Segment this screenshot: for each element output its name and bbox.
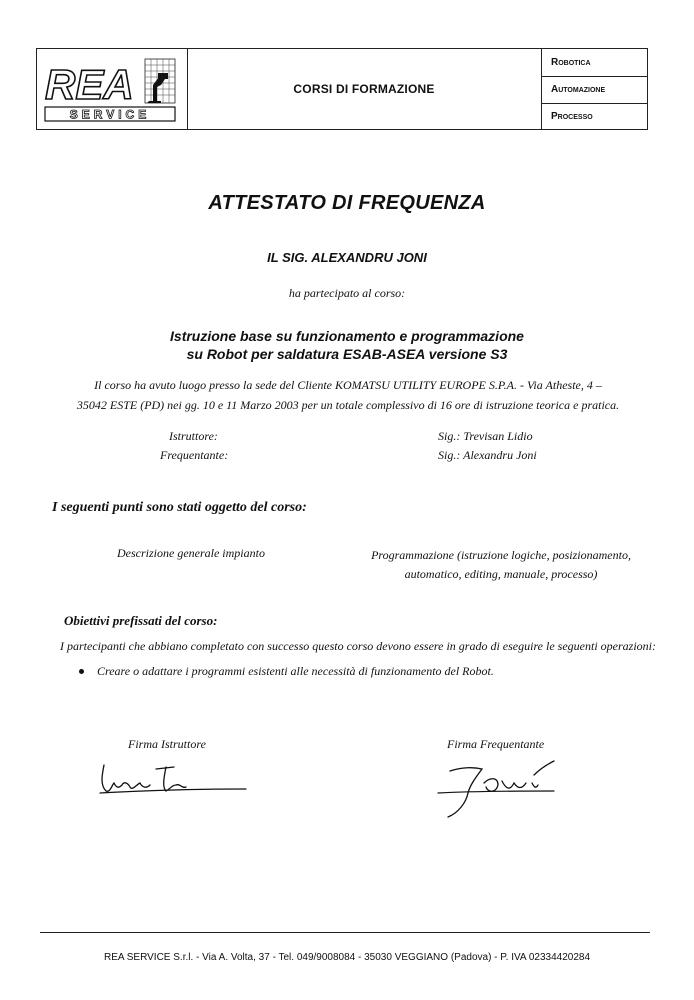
attendee-signature xyxy=(428,755,568,825)
course-location-line2: 35042 ESTE (PD) nei gg. 10 e 11 Marzo 2003 per un totale complessivo di 16 ore di istruzione teorica e pratica. xyxy=(76,398,620,412)
objectives-heading: Obiettivi prefissati del corso: xyxy=(64,613,218,628)
objectives-bullet-text: Creare o adattare i programmi esistenti alle necessità di funzionamento del Robot. xyxy=(97,664,494,678)
instructor-name: Sig.: Trevisan Lidio xyxy=(438,429,533,443)
topics-heading: I seguenti punti sono stati oggetto del corso: xyxy=(52,500,307,515)
attendee-name: Sig.: Alexandru Joni xyxy=(438,448,537,462)
svg-text:SERVICE: SERVICE xyxy=(69,107,151,122)
footer-divider xyxy=(40,932,650,933)
participated-text: ha partecipato al corso: xyxy=(288,286,406,300)
course-title-line2: su Robot per saldatura ESAB-ASEA versione S3 xyxy=(186,346,508,362)
logo-cell xyxy=(37,49,188,129)
topic-programming xyxy=(356,546,646,584)
bullet-icon xyxy=(79,669,84,674)
instructor-signature-label: Firma Istruttore xyxy=(128,737,206,751)
objectives-bullet-item xyxy=(79,664,494,679)
svg-text:REA: REA xyxy=(45,61,134,108)
instructor-signature xyxy=(96,755,256,800)
header-box xyxy=(36,48,648,130)
header-item-robotica: Robotica xyxy=(541,49,647,77)
instructor-label: Istruttore: xyxy=(169,429,218,443)
recipient-name: IL SIG. ALEXANDRU JONI xyxy=(267,250,427,265)
certificate-title: ATTESTATO DI FREQUENZA xyxy=(208,192,486,214)
topic-general-description: Descrizione generale impianto xyxy=(117,546,265,560)
header-item-processo: Processo xyxy=(551,111,593,122)
footer-company-info: REA SERVICE S.r.l. - Via A. Volta, 37 - Tel. 049/9008084 - 35030 VEGGIANO (Padova) - P. IVA 02334420284 xyxy=(103,952,591,963)
header-right-cell xyxy=(541,49,647,129)
course-title xyxy=(0,327,694,363)
attendee-label: Frequentante: xyxy=(160,448,229,462)
course-title-line1: Istruzione base su funzionamento e programmazione xyxy=(170,328,524,344)
topic-programming-line1: Programmazione (istruzione logiche, posizionamento, xyxy=(371,548,631,562)
course-location-line1: Il corso ha avuto luogo presso la sede del Cliente KOMATSU UTILITY EUROPE S.P.A. - Via Atheste, 4 – xyxy=(94,378,602,392)
attendee-signature-label: Firma Frequentante xyxy=(447,737,545,751)
header-item-automazione: Automazione xyxy=(541,76,647,104)
rea-service-logo xyxy=(41,55,183,125)
objectives-text: I partecipanti che abbiano completato con successo questo corso devono essere in grado di eseguire le seguenti operazioni: xyxy=(60,639,656,653)
header-center-label: CORSI DI FORMAZIONE xyxy=(187,49,542,129)
course-location xyxy=(48,375,648,415)
topic-programming-line2: automatico, editing, manuale, processo) xyxy=(404,567,598,581)
